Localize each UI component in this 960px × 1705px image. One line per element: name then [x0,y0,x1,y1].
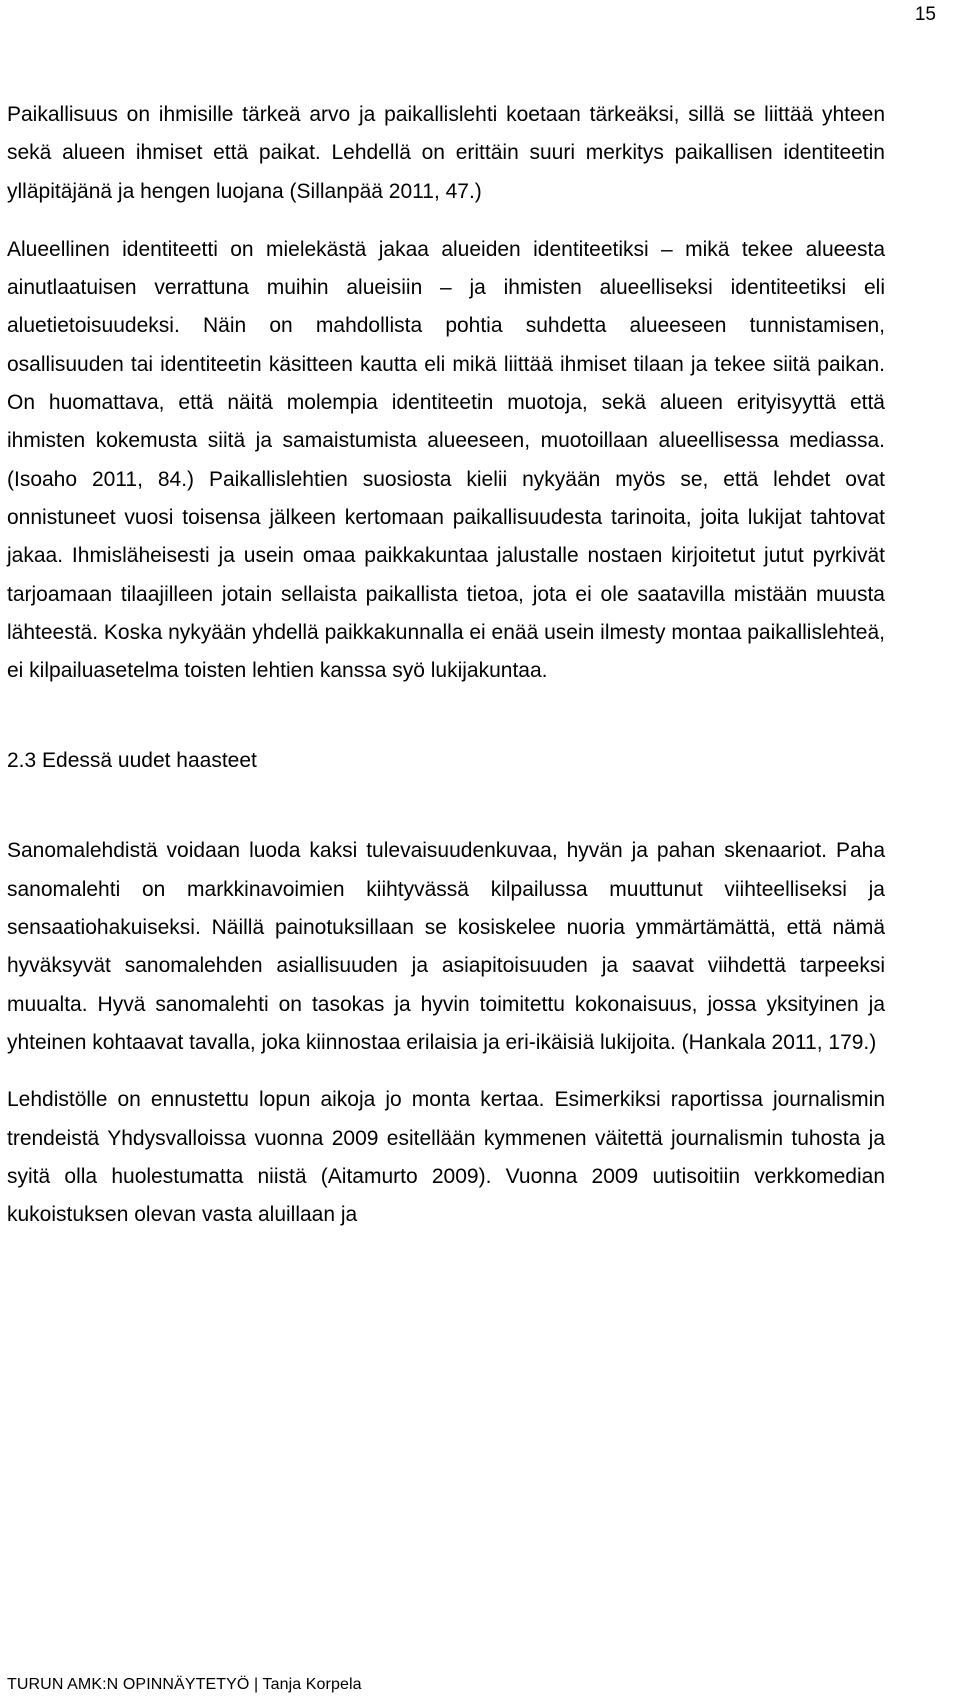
paragraph-regional-identity: Alueellinen identiteetti on mielekästä jakaa alueiden identiteetiksi – mikä tekee alueesta ainutlaatuisen verrattuna muihin alueisiin – ja ihmisten alueelliseksi identiteetiksi eli aluetietoisuudeksi. Näin on mahdollista pohtia suhdetta alueeseen tunnistamisen, osallisuuden tai identiteetin käsitteen kautta eli mikä liittää ihmiset tilaan ja tekee siitä paikan. On huomattava, että näitä molempia identiteetin muotoja, sekä alueen erityisyyttä että ihmisten kokemusta siitä ja samaistumista alueeseen, muotoillaan alueellisessa mediassa. (Isoaho 2011, 84.) Paikallislehtien suosiosta kielii nykyään myös se, että lehdet ovat onnistuneet vuosi toisensa jälkeen kertomaan paikallisuudesta tarinoita, joita lukijat tahtovat jakaa. Ihmisläheisesti ja usein omaa paikkakuntaa jalustalle nostaen kirjoitetut jutut pyrkivät tarjoamaan tilaajilleen jotain sellaista paikallista tietoa, jota ei ole saatavilla mistään muusta lähteestä. Koska nykyään yhdellä paikkakunnalla ei enää usein ilmesty montaa paikallislehteä, ei kilpailuasetelma toisten lehtien kanssa syö lukijakuntaa. [7,237,885,683]
document-body [7,96,885,1234]
section-heading: 2.3 Edessä uudet haasteet [7,749,257,773]
page-footer: TURUN AMK:N OPINNÄYTETYÖ | Tanja Korpela [7,1676,362,1693]
paragraph-future-scenarios: Sanomalehdistä voidaan luoda kaksi tulevaisuudenkuvaa, hyvän ja pahan skenaariot. Paha sanomalehti on markkinavoimien kiihtyvässä kilpailussa muuttunut viihteelliseksi ja sensaatiohakuiseksi. Näillä painotuksillaan se kosiskelee nuoria ymmärtämättä, että nämä hyväksyvät sanomalehden asiallisuuden ja asiapitoisuuden ja saavat viihdettä tarpeeksi muualta. Hyvä sanomalehti on tasokas ja hyvin toimitettu kokonaisuus, jossa yksityinen ja yhteinen kohtaavat tavalla, joka kiinnostaa erilaisia ja eri-ikäisiä lukijoita. (Hankala 2011, 179.) [7,839,885,1054]
page-number: 15 [914,4,936,25]
paragraph-press-predictions: Lehdistölle on ennustettu lopun aikoja jo monta kertaa. Esimerkiksi raportissa journalismin trendeistä Yhdysvalloissa vuonna 2009 esitellään kymmenen väitettä journalismin tuhosta ja syitä olla huolestumatta niistä (Aitamurto 2009). Vuonna 2009 uutisoitiin verkkomedian kukoistuksen olevan vasta aluillaan ja [7,1088,885,1227]
paragraph-locality: Paikallisuus on ihmisille tärkeä arvo ja paikallislehti koetaan tärkeäksi, sillä se liittää yhteen sekä alueen ihmiset että paikat. Lehdellä on erittäin suuri merkitys paikallisen identiteetin ylläpitäjänä ja hengen luojana (Sillanpää 2011, 47.) [7,103,885,203]
